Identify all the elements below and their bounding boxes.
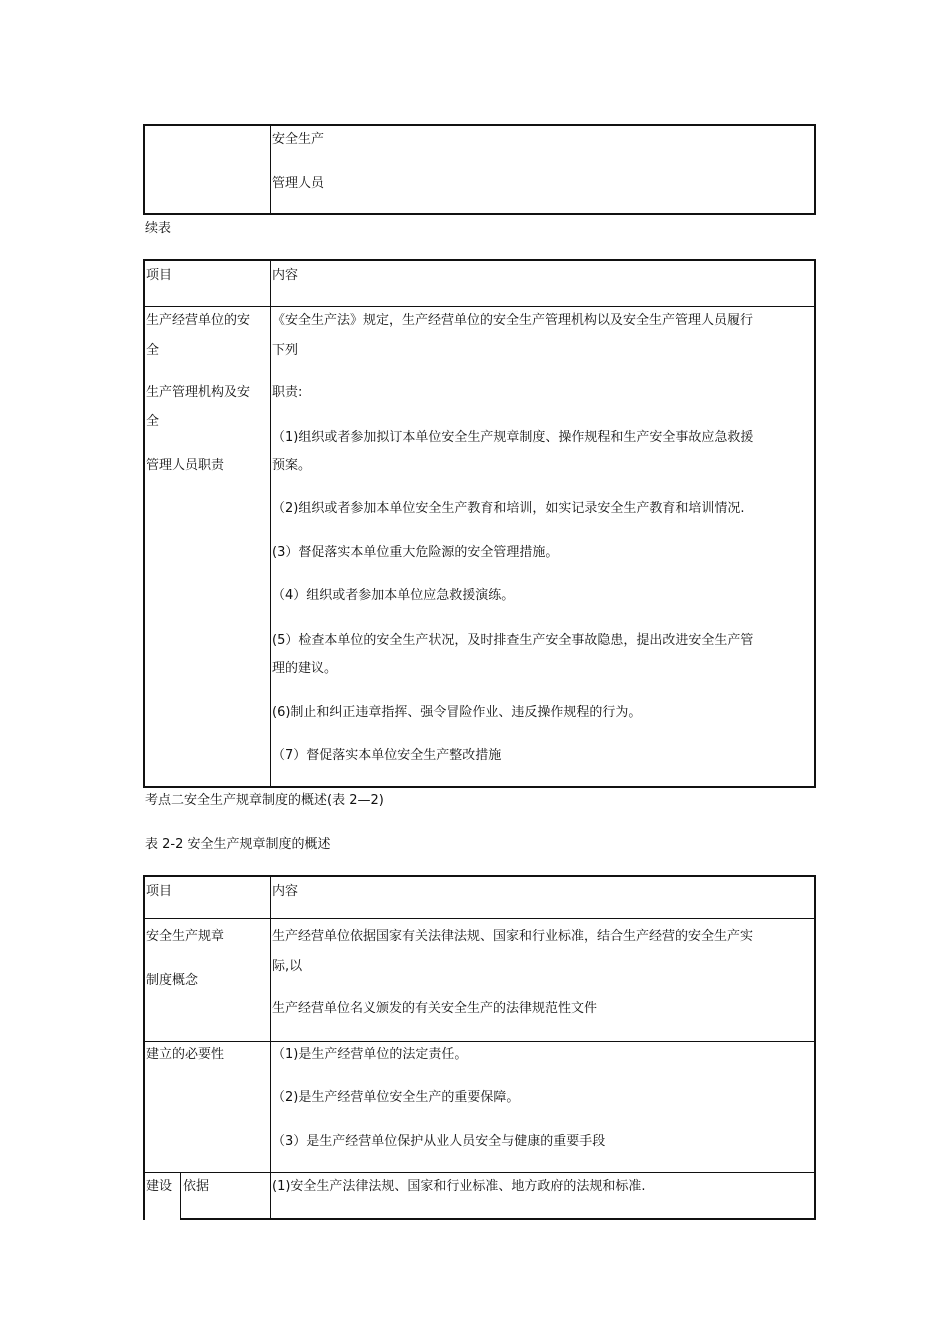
table-top	[143, 124, 816, 215]
content-line: （2)组织或者参加本单位安全生产教育和培训，如实记录安全生产教育和培训情况.	[272, 501, 745, 516]
content-line: （1)是生产经营单位的法定责任。	[272, 1047, 468, 1062]
content-line: 生产经营单位名义颁发的有关安全生产的法律规范性文件	[272, 1001, 598, 1016]
column-divider	[270, 261, 271, 786]
content-line: 预案。	[272, 458, 312, 473]
content-line: (6)制止和纠正违章指挥、强令冒险作业、违反操作规程的行为。	[272, 705, 642, 720]
row-label: 建立的必要性	[146, 1047, 225, 1062]
caption-continued: 续表	[145, 221, 172, 236]
row-divider-partial	[180, 1218, 814, 1220]
content-line: 际,以	[272, 959, 303, 974]
caption-point2: 考点二安全生产规章制度的概述(表 2—2)	[145, 793, 384, 808]
column-divider	[270, 126, 271, 213]
header-content: 内容	[272, 884, 299, 899]
row-label-line: 全	[146, 414, 160, 429]
header-item: 项目	[146, 268, 173, 283]
row-label-line: 安全生产规章	[146, 929, 225, 944]
content-line: (1)安全生产法律法规、国家和行业标准、地方政府的法规和标准.	[272, 1179, 646, 1194]
row-label-line: 制度概念	[146, 973, 199, 988]
content-line: 《安全生产法》规定，生产经营单位的安全生产管理机构以及安全生产管理人员履行	[272, 313, 754, 328]
row-divider	[145, 306, 814, 307]
row-divider	[145, 1172, 814, 1173]
cell-line: 安全生产	[272, 132, 325, 147]
content-line: (5）检查本单位的安全生产状况，及时排查生产安全事故隐患，提出改进安全生产管	[272, 633, 754, 648]
row-label-line: 管理人员职责	[146, 458, 225, 473]
content-line: 理的建议。	[272, 661, 338, 676]
content-line: （4）组织或者参加本单位应急救援演练。	[272, 588, 515, 603]
header-content: 内容	[272, 268, 299, 283]
content-line: 下列	[272, 343, 299, 358]
row-divider	[145, 1041, 814, 1042]
column-divider-sub	[180, 1173, 181, 1220]
content-line: (3）督促落实本单位重大危险源的安全管理措施。	[272, 545, 559, 560]
content-line: （1)组织或者参加拟订本单位安全生产规章制度、操作规程和生产安全事故应急救援	[272, 430, 754, 445]
cell-line: 管理人员	[272, 176, 325, 191]
caption-table22: 表 2-2 安全生产规章制度的概述	[145, 837, 331, 852]
row-label-line: 全	[146, 343, 160, 358]
content-line: （3）是生产经营单位保护从业人员安全与健康的重要手段	[272, 1134, 606, 1149]
content-line: 生产经营单位依据国家有关法律法规、国家和行业标准，结合生产经营的安全生产实	[272, 929, 754, 944]
content-line: 职责:	[272, 385, 303, 400]
row-label-line: 生产管理机构及安	[146, 385, 251, 400]
table-duties	[143, 259, 816, 788]
header-item: 项目	[146, 884, 173, 899]
row-label-line: 生产经营单位的安	[146, 313, 251, 328]
row-label-b: 依据	[183, 1179, 210, 1194]
table-overview	[143, 875, 816, 1220]
row-divider	[145, 918, 814, 919]
content-line: （7）督促落实本单位安全生产整改措施	[272, 748, 502, 763]
content-line: （2)是生产经营单位安全生产的重要保障。	[272, 1090, 520, 1105]
row-label-a: 建设	[146, 1179, 173, 1194]
column-divider	[270, 877, 271, 1220]
